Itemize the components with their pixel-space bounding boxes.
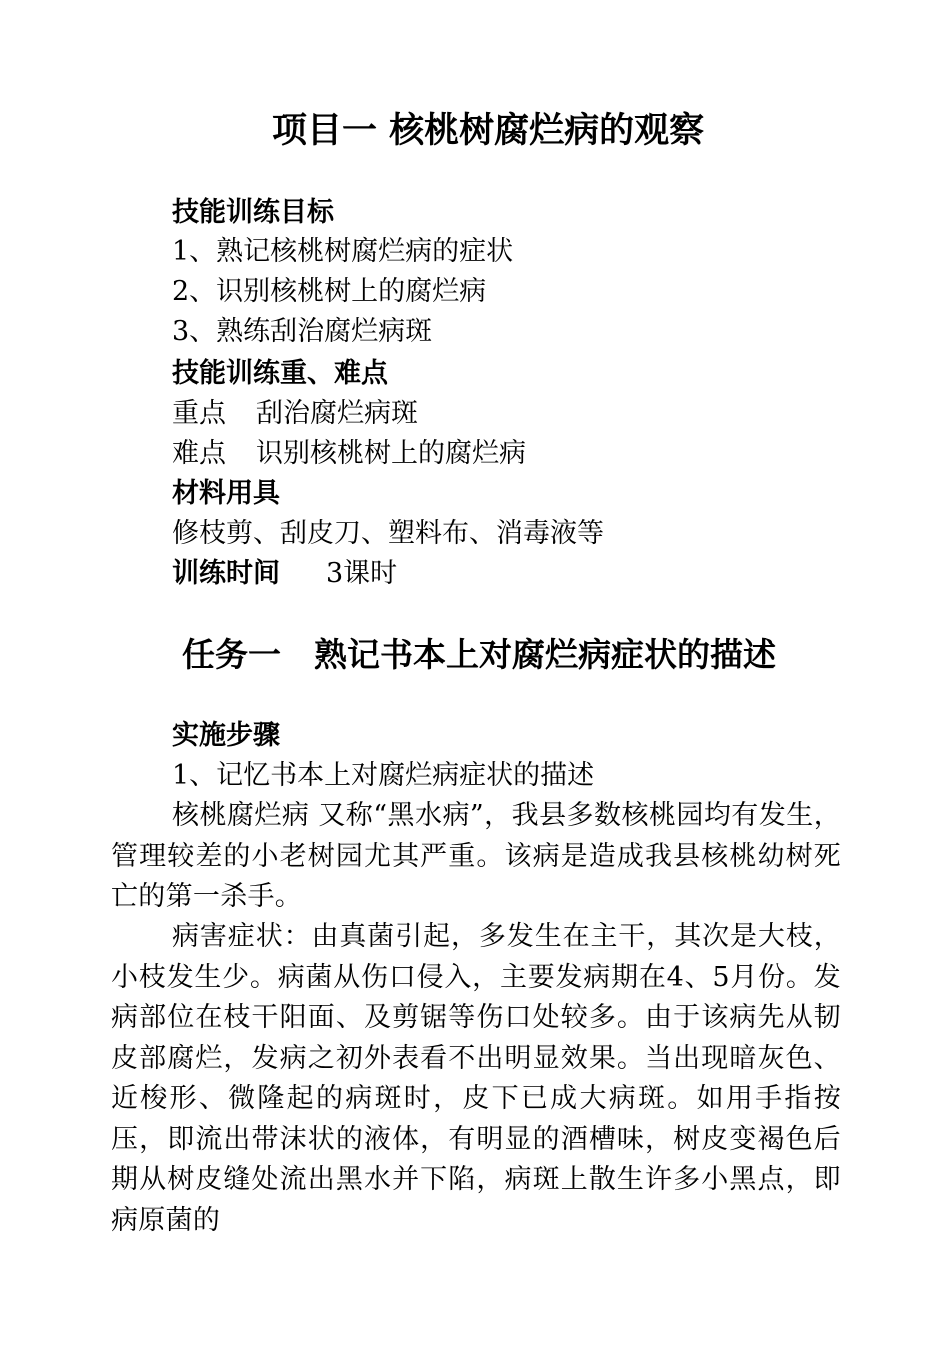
page-title: 项目一 核桃树腐烂病的观察 bbox=[272, 111, 705, 151]
key-point-row bbox=[172, 394, 418, 434]
difficult-point-row bbox=[172, 434, 526, 474]
training-time-row bbox=[172, 554, 397, 594]
training-time-text: 3课时 bbox=[326, 558, 398, 589]
materials-heading: 材料用具 bbox=[172, 478, 280, 509]
difficult-label: 难点 bbox=[172, 438, 226, 469]
step-item: 1、记忆书本上对腐烂病症状的描述 bbox=[172, 760, 595, 791]
materials-text: 修枝剪、刮皮刀、塑料布、消毒液等 bbox=[172, 518, 604, 549]
paragraph-intro: 核桃腐烂病 又称“黑水病”，我县多数核桃园均有发生，管理较差的小老树园尤其严重。该病是造成我县核桃幼树死亡的第一杀手。 bbox=[111, 800, 841, 912]
skill-goal-item: 1、熟记核桃树腐烂病的症状 bbox=[172, 236, 514, 267]
steps-heading: 实施步骤 bbox=[172, 720, 280, 751]
skill-goal-item: 3、熟练刮治腐烂病斑 bbox=[172, 316, 433, 347]
difficult-text: 识别核桃树上的腐烂病 bbox=[256, 438, 526, 469]
key-text: 刮治腐烂病斑 bbox=[256, 398, 418, 429]
task-title: 任务一 熟记书本上对腐烂病症状的描述 bbox=[182, 635, 776, 674]
skill-goal-item: 2、识别核桃树上的腐烂病 bbox=[172, 276, 487, 307]
key-label: 重点 bbox=[172, 398, 226, 429]
training-time-heading: 训练时间 bbox=[172, 558, 280, 589]
paragraph-symptoms: 病害症状：由真菌引起，多发生在主干，其次是大枝，小枝发生少。病菌从伤口侵入，主要发病期在4、5月份。发病部位在枝干阳面、及剪锯等伤口处较多。由于该病先从韧皮部腐烂，发病之初外表看不出明显效果。当出现暗灰色、近梭形、微隆起的病斑时，皮下已成大病斑。如用手指按压，即流出带沫状的液体，有明显的酒槽味，树皮变褐色后期从树皮缝处流出黑水并下陷，病斑上散生许多小黑点，即病原菌的 bbox=[111, 921, 841, 1236]
key-points-heading: 技能训练重、难点 bbox=[172, 358, 388, 389]
skill-goals-heading: 技能训练目标 bbox=[172, 197, 334, 228]
